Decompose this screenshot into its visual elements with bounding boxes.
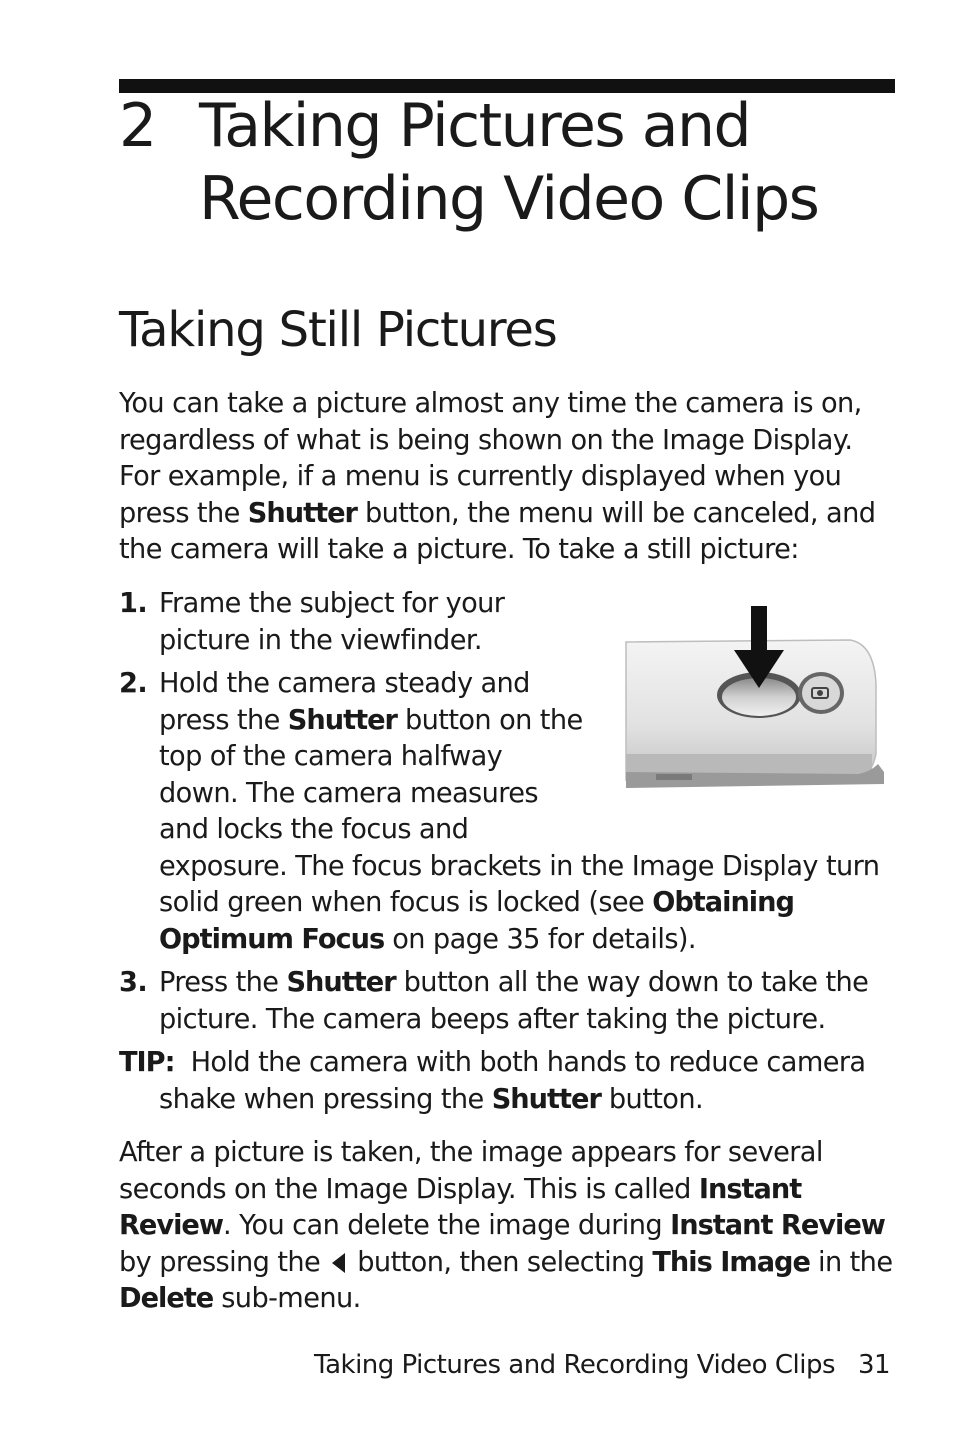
camera-shutter-button-icon <box>622 604 886 804</box>
step-3 <box>119 965 895 1038</box>
instant-review-paragraph <box>119 1135 895 1318</box>
intro-shutter-term: Shutter <box>247 497 357 529</box>
this-image-term: This Image <box>652 1246 810 1278</box>
tip <box>119 1045 895 1118</box>
after-text-2: . You can delete the image during <box>222 1210 671 1241</box>
step-3-number: 3. <box>119 967 148 998</box>
step-1-text: Frame the subject for your picture in the viewfinder. <box>159 588 505 656</box>
step-1-number: 1. <box>119 588 148 619</box>
section-title: Taking Still Pictures <box>119 302 557 358</box>
step-1 <box>119 586 599 659</box>
footer-running-title: Taking Pictures and Recording Video Clips <box>314 1350 836 1380</box>
tip-text-1: Hold the camera with both hands to reduce camera shake when pressing the <box>159 1047 866 1115</box>
chapter-title-line-1: Taking Pictures and <box>199 91 751 161</box>
step-2-text-2: button on the top of the camera halfway down. The camera measures and locks the focus and exposure. The focus brackets in the Image Display turn solid green when focus is locked (see <box>159 704 880 918</box>
tip-shutter-term: Shutter <box>491 1083 601 1115</box>
intro-paragraph <box>119 386 895 569</box>
step-2-text-1: Hold the camera steady and press the <box>159 668 530 736</box>
left-arrow-button-icon <box>332 1253 345 1273</box>
after-text-4: button, then selecting <box>349 1246 653 1278</box>
step-2-text-3: on page 35 for details). <box>384 923 696 955</box>
after-text-6: sub-menu. <box>213 1283 361 1314</box>
instant-review-term-2: Instant Review <box>670 1210 885 1241</box>
after-text-3: by pressing the <box>119 1246 329 1278</box>
delete-term: Delete <box>119 1283 214 1314</box>
intro-text-1: You can take a picture almost any time the camera is on, regardless of what is being shown on the Image Display. For example, if a menu is currently displayed when you press the <box>119 388 862 529</box>
chapter-title-line-2: Recording Video Clips <box>199 164 819 234</box>
step-2-shutter-term: Shutter <box>287 704 397 736</box>
chapter-heading <box>119 90 899 236</box>
after-text-1: After a picture is taken, the image appears for several seconds on the Image Display. This is called <box>119 1137 823 1205</box>
footer-page-number: 31 <box>858 1350 891 1380</box>
step-2-number: 2. <box>119 668 148 699</box>
after-text-5: in the <box>809 1246 893 1278</box>
step-3-shutter-term: Shutter <box>286 967 396 998</box>
step-3-text-2: button all the way down to take the picture. The camera beeps after taking the picture. <box>159 967 869 1035</box>
tip-text-2: button. <box>600 1083 704 1115</box>
instant-review-term-1: Instant Review <box>119 1173 802 1241</box>
chapter-number: 2 <box>119 91 156 161</box>
step-2-focus-term: Obtaining Optimum Focus <box>159 887 794 955</box>
intro-text-2: button, the menu will be canceled, and the camera will take a picture. To take a still picture: <box>119 497 876 565</box>
step-3-text-1: Press the <box>159 967 287 998</box>
tip-label: TIP: <box>119 1047 175 1078</box>
